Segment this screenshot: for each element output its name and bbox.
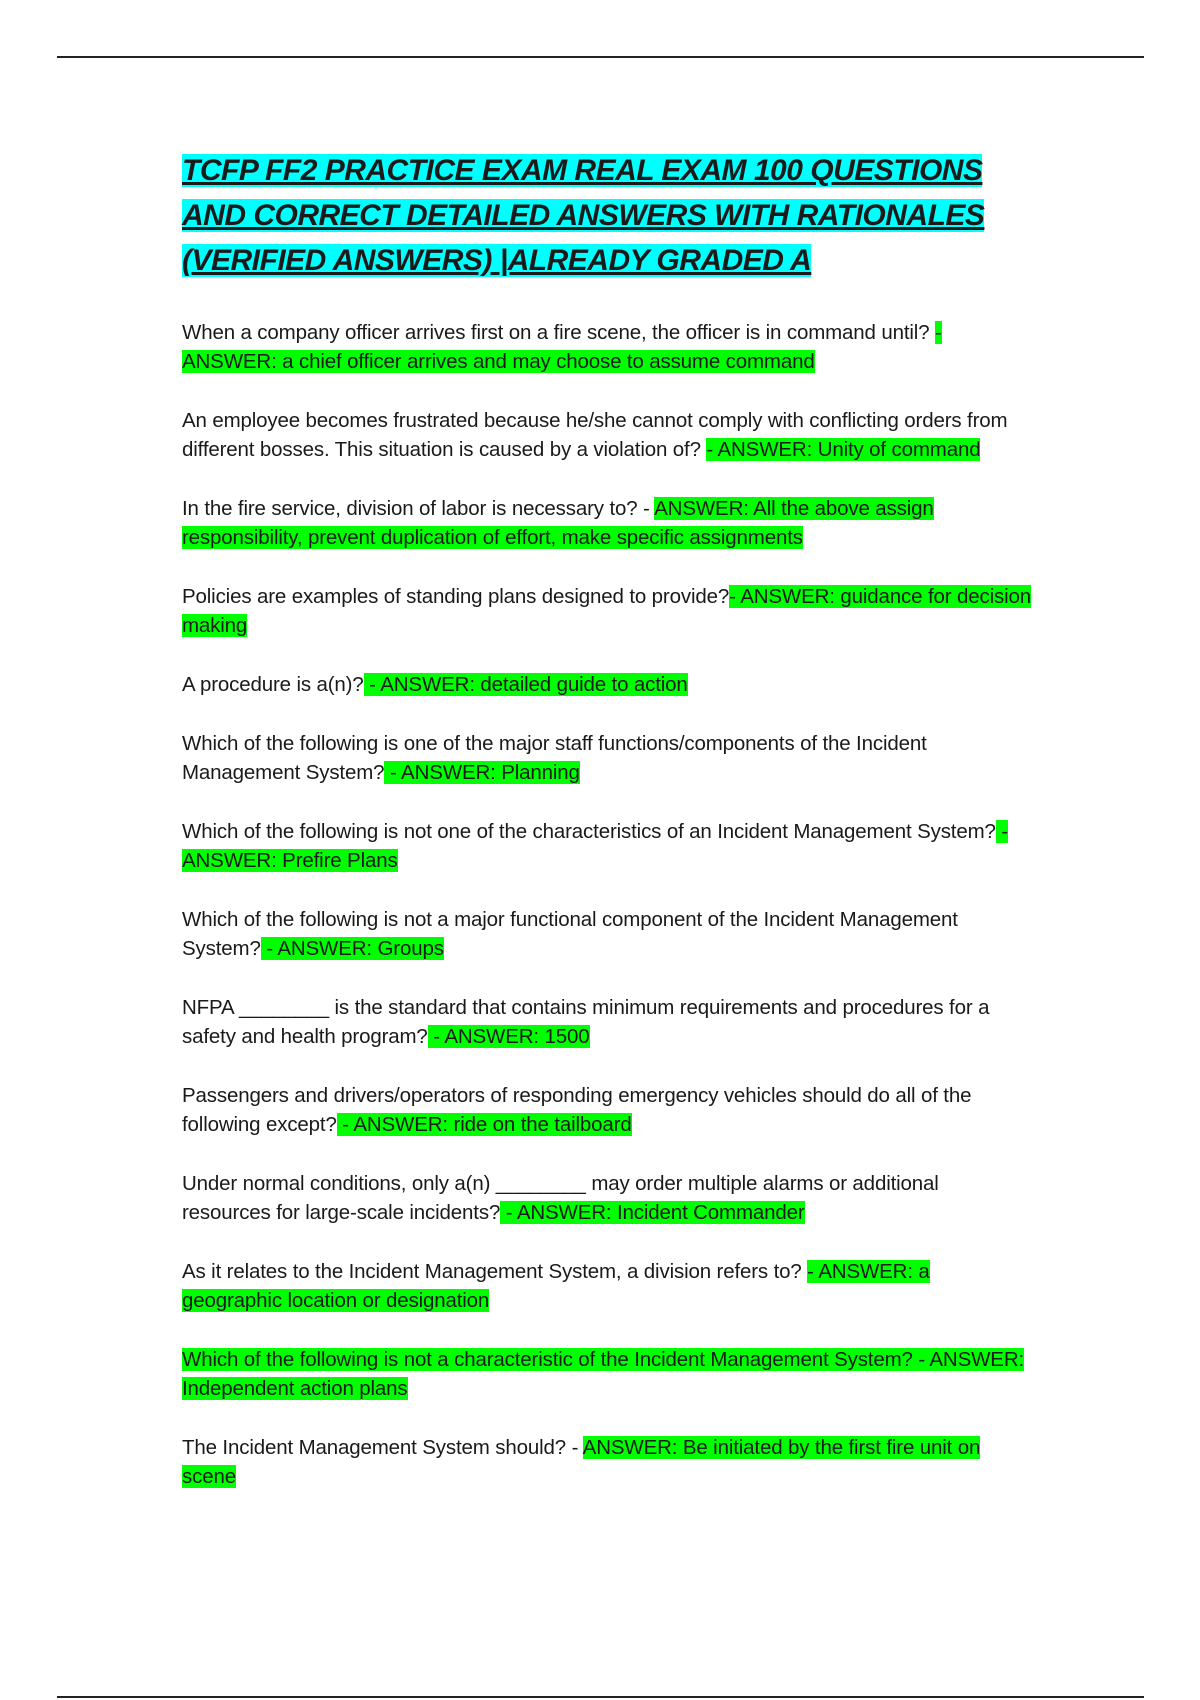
question-text: In the fire service, division of labor is necessary to? - bbox=[182, 497, 655, 520]
answer-text: ANSWER: All the above assign responsibility, prevent duplication of effort, make specific assignments bbox=[182, 497, 934, 549]
title-line-2: AND CORRECT DETAILED ANSWERS WITH RATIONALES bbox=[182, 199, 985, 232]
answer-text: - ANSWER: a chief officer arrives and may choose to assume command bbox=[182, 321, 942, 373]
answer-text: - ANSWER: Planning bbox=[384, 761, 580, 784]
question-text: NFPA ________ is the standard that contains minimum requirements and procedures for a safety and health program? bbox=[182, 996, 990, 1048]
title-line-1: TCFP FF2 PRACTICE EXAM REAL EXAM 100 QUESTIONS bbox=[182, 154, 983, 187]
title-line-3: (VERIFIED ANSWERS) |ALREADY GRADED A bbox=[182, 244, 812, 277]
qa-item bbox=[182, 905, 1032, 963]
answer-text: - ANSWER: Unity of command bbox=[706, 438, 981, 461]
answer-text: - ANSWER: Incident Commander bbox=[500, 1201, 805, 1224]
qa-item bbox=[182, 1257, 1032, 1315]
question-text: An employee becomes frustrated because he/she cannot comply with conflicting orders from different bosses. This situation is caused by a violation of? bbox=[182, 409, 1008, 461]
qa-item bbox=[182, 494, 1032, 552]
answer-text: - ANSWER: Groups bbox=[260, 937, 444, 960]
question-text: When a company officer arrives first on a fire scene, the officer is in command until? bbox=[182, 321, 930, 344]
question-text: Passengers and drivers/operators of responding emergency vehicles should do all of the following except? bbox=[182, 1084, 972, 1136]
answer-text: - ANSWER: Prefire Plans bbox=[182, 820, 1009, 872]
bottom-rule bbox=[57, 1696, 1144, 1698]
answer-text: - ANSWER: a geographic location or designation bbox=[182, 1260, 930, 1312]
question-text: Policies are examples of standing plans designed to provide? bbox=[182, 585, 730, 608]
qa-item bbox=[182, 1169, 1032, 1227]
question-text: Which of the following is one of the major staff functions/components of the Incident Management System? bbox=[182, 732, 927, 784]
answer-text: - ANSWER: ride on the tailboard bbox=[336, 1113, 632, 1136]
question-text: As it relates to the Incident Management System, a division refers to? bbox=[182, 1260, 808, 1283]
qa-item bbox=[182, 582, 1032, 640]
qa-item bbox=[182, 670, 1032, 699]
qa-item bbox=[182, 729, 1032, 787]
qa-item bbox=[182, 1433, 1032, 1491]
qa-item bbox=[182, 1081, 1032, 1139]
answer-text: Which of the following is not a characteristic of the Incident Management System? - ANSWER: Independent action plans bbox=[182, 1348, 1025, 1400]
question-text: Which of the following is not a major functional component of the Incident Management System? bbox=[182, 908, 958, 960]
question-text: Which of the following is not one of the characteristics of an Incident Management System? bbox=[182, 820, 996, 843]
question-text: A procedure is a(n)? bbox=[182, 673, 364, 696]
qa-item bbox=[182, 318, 1032, 376]
question-text: The Incident Management System should? - bbox=[182, 1436, 583, 1459]
qa-item bbox=[182, 817, 1032, 875]
top-rule bbox=[57, 56, 1144, 58]
document-title bbox=[182, 148, 1032, 283]
answer-text: - ANSWER: 1500 bbox=[427, 1025, 590, 1048]
answer-text: - ANSWER: detailed guide to action bbox=[363, 673, 688, 696]
answer-text: ANSWER: Be initiated by the first fire unit on scene bbox=[182, 1436, 981, 1488]
qa-item bbox=[182, 993, 1032, 1051]
qa-item bbox=[182, 1345, 1032, 1403]
qa-item bbox=[182, 406, 1032, 464]
document-page bbox=[182, 148, 1032, 1521]
answer-text: - ANSWER: guidance for decision making bbox=[182, 585, 1031, 637]
question-text: Under normal conditions, only a(n) ________ may order multiple alarms or additional resources for large-scale incidents? bbox=[182, 1172, 939, 1224]
question-answer-list bbox=[182, 318, 1032, 1491]
